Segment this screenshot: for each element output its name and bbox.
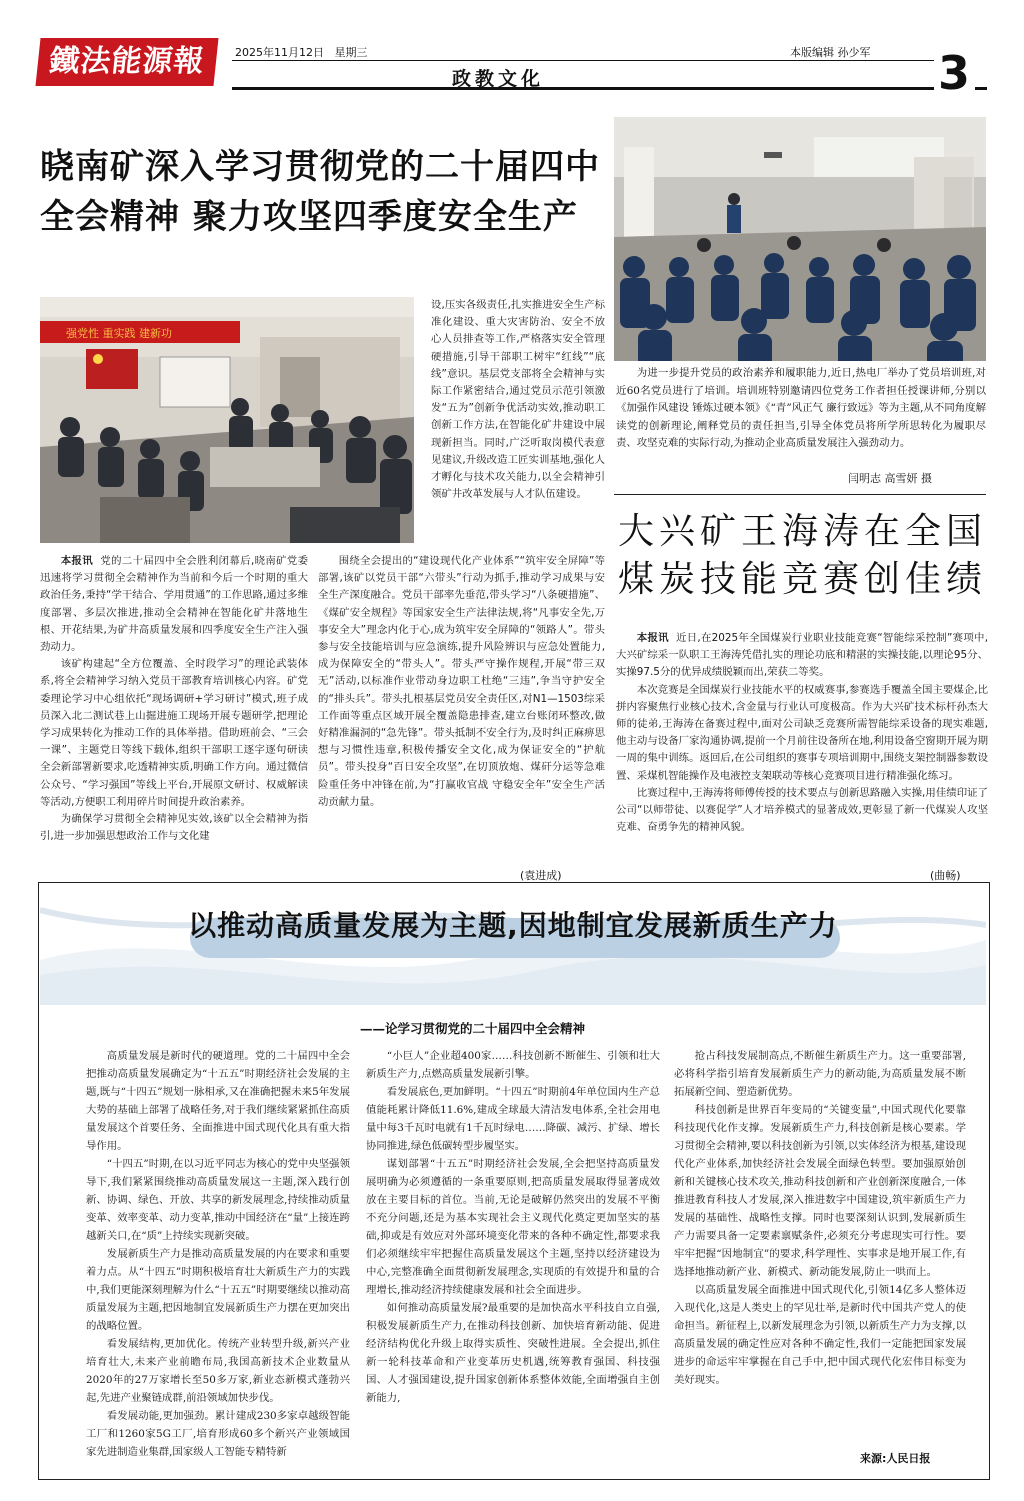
header-thick-rule <box>232 87 934 90</box>
issue-date: 2025年11月12日 星期三 <box>235 46 368 59</box>
article1-column-1: 本报讯 党的二十届四中全会胜利闭幕后,晓南矿党委迅速将学习贯彻全会精神作为当前和今后一个时期的重大政治任务,秉持“学干结合、学用贯通”的工作思路,通过多维度部署、多层次推进,推动全会精神在智能化矿井落地生根、开花结果,为矿井高质量发展和四季度安全生产注入强劲动力。 该矿构建起“全方位覆盖、全时段学习”的理论武装体系,将全会精神学习纳入党员干部教育培训核心内容。矿党委理论学习中心组依托“现场调研+学习研讨”模式,班子成员深入北二测试巷上山掘进施工现场开展专题研学,把理论学习成果转化为推动工作的具体举措。借助班前会、“三会一课”、主题党日等线下载体,组织干部职工逐字逐句研读全会新部署新要求,吃透精神实质,明确工作方向。通过微信公众号、“学习强国”等线上平台,开展原文研讨、权威解读等活动,方便职工利用碎片时间提升政治素养。 为确保学习贯彻全会精神见实效,该矿以全会精神为指引,进一步加强思想政治工作与文化建 <box>40 555 308 843</box>
article1-column-2: 围绕全会提出的“建设现代化产业体系”“筑牢安全屏障”等部署,该矿以党员干部“六带头”行动为抓手,推动学习成果与安全生产深度融合。党员干部率先垂范,带头学习“八条硬措施”、《煤矿安全规程》等国家安全生产法律法规,将“凡事安全先,万事安全大”理念内化于心,成为筑牢安全屏障的“领路人”。带头参与安全技能培训与应急演练,提升风险辨识与应急处置能力,成为保障安全的“带头人”。带头严守操作规程,开展“带三双无”活动,以标准作业带动身边职工杜绝“三违”,争当守护安全的“排头兵”。带头扎根基层党员安全责任区,对N1—1503综采工作面等重点区域开展全覆盖隐患排查,建立台账闭环整改,做好精准漏洞的“急先锋”。带头抵制不安全行为,及时纠正麻痹思想与习惯性违章,积极传播安全文化,成为保证安全的“护航员”。带头投身“百日安全攻坚”,在切顶放炮、煤矸分运等急难险重任务中冲锋在前,为“打赢收官战 守稳安全年”安全生产活动贡献力量。 <box>318 555 605 808</box>
training-photo-credit: 闫明志 高雪妍 摄 <box>848 472 932 485</box>
editorial-source: 来源:人民日报 <box>860 1452 931 1465</box>
photo-banner-slogan: 强党性 重实践 建新功 <box>66 327 172 340</box>
editorial-subtitle: ——论学习贯彻党的二十届四中全会精神 <box>360 1021 586 1036</box>
article2-lead: 本报讯 <box>636 632 669 644</box>
article1-headline: 晓南矿深入学习贯彻党的二十届四中 全会精神 聚力攻坚四季度安全生产 <box>40 147 600 237</box>
editorial-column-2: “小巨人”企业超400家……科技创新不断催生、引领和壮大新质生产力,点燃高质量发展新引擎。 看发展底色,更加鲜明。“十四五”时期前4年单位国内生产总值能耗累计降低11.6%,建成全球最大清洁发电体系,全社会用电量中每3千瓦时电就有1千瓦时绿电……降碳、减污、扩绿、增长协同推进,绿色低碳转型步履坚实。 谋划部署“十五五”时期经济社会发展,全会把坚持高质量发展明确为必须遵循的一条重要原则,把高质量发展取得显著成效放在主要目标的首位。当前,无论是破解仍然突出的发展不平衡不充分问题,还是为基本实现社会主义现代化奠定更加坚实的基础,抑或是有效应对外部环境变化带来的各种不确定性,都要求我们必须继续牢牢把握住高质量发展这个主题,坚持以经济建设为中心,完整准确全面贯彻新发展理念,实现质的有效提升和量的合理增长,推动经济持续健康发展和社会全面进步。 如何推动高质量发展?最重要的是加快高水平科技自立自强,积极发展新质生产力,在推动科技创新、加快培育新动能、促进经济结构优化升级上取得实质性、突破性进展。全会提出,抓住新一轮科技革命和产业变革历史机遇,统筹教育强国、科技强国、人才强国建设,提升国家创新体系整体效能,全面增强自主创新能力, <box>366 1050 660 1404</box>
page-number-rule <box>975 87 987 90</box>
article2-byline: (曲畅) <box>930 869 961 882</box>
editorial-column-1: 高质量发展是新时代的硬道理。党的二十届四中全会把推动高质量发展确定为“十五五”时期经济社会发展的主题,既与“十四五”规划一脉相承,又在准确把握未来5年发展大势的基础上部署了战略任务,对于我们继续紧紧抓住高质量发展这个首要任务、全面推进中国式现代化具有重大指导作用。 “十四五”时期,在以习近平同志为核心的党中央坚强领导下,我们紧紧围绕推动高质量发展这一主题,深入践行创新、协调、绿色、开放、共享的新发展理念,持续推动质量变革、效率变革、动力变革,推动中国经济在“量”上接连跨越新关口,在“质”上持续实现新突破。 发展新质生产力是推动高质量发展的内在要求和重要着力点。从“十四五”时期积极培育壮大新质生产力的实践中,我们更能深刻理解为什么“十五五”时期要继续以推动高质量发展为主题,把因地制宜发展新质生产力摆在更加突出的战略位置。 看发展结构,更加优化。传统产业转型升级,新兴产业培育壮大,未来产业前瞻布局,我国高新技术企业数量从2020年的27万家增长至50多万家,新业态新模式蓬勃兴起,先进产业聚链成群,前沿领域加快步伐。 看发展动能,更加强劲。累计建成230多家卓越级智能工厂和1260家5G工厂,培育形成60多个新兴产业领域国家先进制造业集群,国家级人工智能专精特新 <box>86 1050 350 1458</box>
article1-lead: 本报讯 <box>60 555 94 567</box>
article1-byline: (袁进成) <box>520 869 562 882</box>
article2-body: 本报讯 近日,在2025年全国煤炭行业职业技能竞赛“智能综采控制”赛项中,大兴矿综采一队职工王海涛凭借扎实的理论功底和精湛的实操技能,以理论95分、实操97.5分的优异成绩脱颖而出,荣获二等奖。 本次竞赛是全国煤炭行业技能水平的权威赛事,参赛选手覆盖全国主要煤企,比拼内容聚焦行业核心技术,含金量与行业认可度极高。作为大兴矿技术标杆孙杰大师的徒弟,王海涛在备赛过程中,面对公司缺乏竞赛所需智能综采设备的现实难题,他主动与设备厂家沟通协调,提前一个月前往设备所在地,利用设备空窗期开展为期一周的集中训练。返回后,在公司组织的赛事专项培训期中,围绕支架控制器参数设置、采煤机智能操作及电液控支架联动等核心竞赛项目进行精准强化练习。 比赛过程中,王海涛将师傅传授的技术要点与创新思路融入实操,用佳绩印证了公司“以师带徒、以赛促学”人才培养模式的显著成效,更彰显了新一代煤炭人攻坚克难、奋勇争先的精神风貌。 <box>616 632 988 834</box>
editorial-title: 以推动高质量发展为主题,因地制宜发展新质生产力 <box>188 909 838 942</box>
newspaper-masthead-logo: 鐵法能源報 <box>35 38 218 86</box>
training-photo-caption: 为进一步提升党员的政治素养和履职能力,近日,热电厂举办了党员培训班,对近60名党员进行了培训。培训班特别邀请四位党务工作者担任授课讲师,分别以《加强作风建设 锤炼过硬本领》《“青”风正气 廉行致远》等为主题,从不同角度解读党的创新理论,阐释党员的责任担当,引导全体党员将所学所思转化为履职尽责、攻坚克难的实际行动,为推动企业高质量发展注入强劲动力。 <box>616 367 986 449</box>
article1-column-beside-photo: 设,压实各级责任,扎实推进安全生产标准化建设、重大灾害防治、安全不放心人员排查等工作,严格落实安全管理硬措施,引导干部职工树牢“红线”“底线”意识。基层党支部将全会精神与实际工作紧密结合,通过党员示范引领激发“五为”创新争优活动实效,推动职工创新工作方法,在智能化矿井建设中展现新担当。同时,广泛听取岗模代表意见建议,升级改造工匠实训基地,强化人才孵化与技术攻关能力,以全会精神引领矿井改革发展与人才队伍建设。 <box>431 299 605 501</box>
section-name: 政教文化 <box>452 68 545 90</box>
page-editor: 本版编辑 孙少军 <box>790 46 871 59</box>
issue-weekday: 星期三 <box>334 46 368 59</box>
photo-article-divider <box>614 494 986 495</box>
meeting-photo-xiaonan <box>40 297 414 543</box>
page-number: 3 <box>938 46 971 100</box>
header-thin-rule <box>232 60 934 61</box>
article2-headline: 大兴矿王海涛在全国 煤炭技能竞赛创佳绩 <box>618 511 988 600</box>
editorial-column-3: 抢占科技发展制高点,不断催生新质生产力。这一重要部署,必将科学指引培育发展新质生产力的新动能,为高质量发展不断拓展新空间、塑造新优势。 科技创新是世界百年变局的“关键变量”,中国式现代化要靠科技现代化作支撑。发展新质生产力,科技创新是核心要素。学习贯彻全会精神,要以科技创新为引领,以实体经济为根基,建设现代化产业体系,加快经济社会发展全面绿色转型。要加强原始创新和关键核心技术攻关,推动科技创新和产业创新深度融合,一体推进教育科技人才发展,深入推进数字中国建设,筑牢新质生产力发展的基础性、战略性支撑。同时也要深刻认识到,发展新质生产力需要具备一定要素禀赋条件,必须充分考虑现实可行性。要牢牢把握“因地制宜”的要求,科学理性、实事求是地开展工作,有选择地推动新产业、新模式、新动能发展,防止一哄而上。 以高质量发展全面推进中国式现代化,引领14亿多人整体迈入现代化,这是人类史上的罕见壮举,是新时代中国共产党人的使命担当。新征程上,以新发展理念为引领,以新质生产力为支撑,以高质量发展的确定性应对各种不确定性,我们一定能把国家发展进步的命运牢牢掌握在自己手中,把中国式现代化宏伟目标变为美好现实。 <box>674 1050 966 1386</box>
training-class-photo <box>614 117 986 361</box>
